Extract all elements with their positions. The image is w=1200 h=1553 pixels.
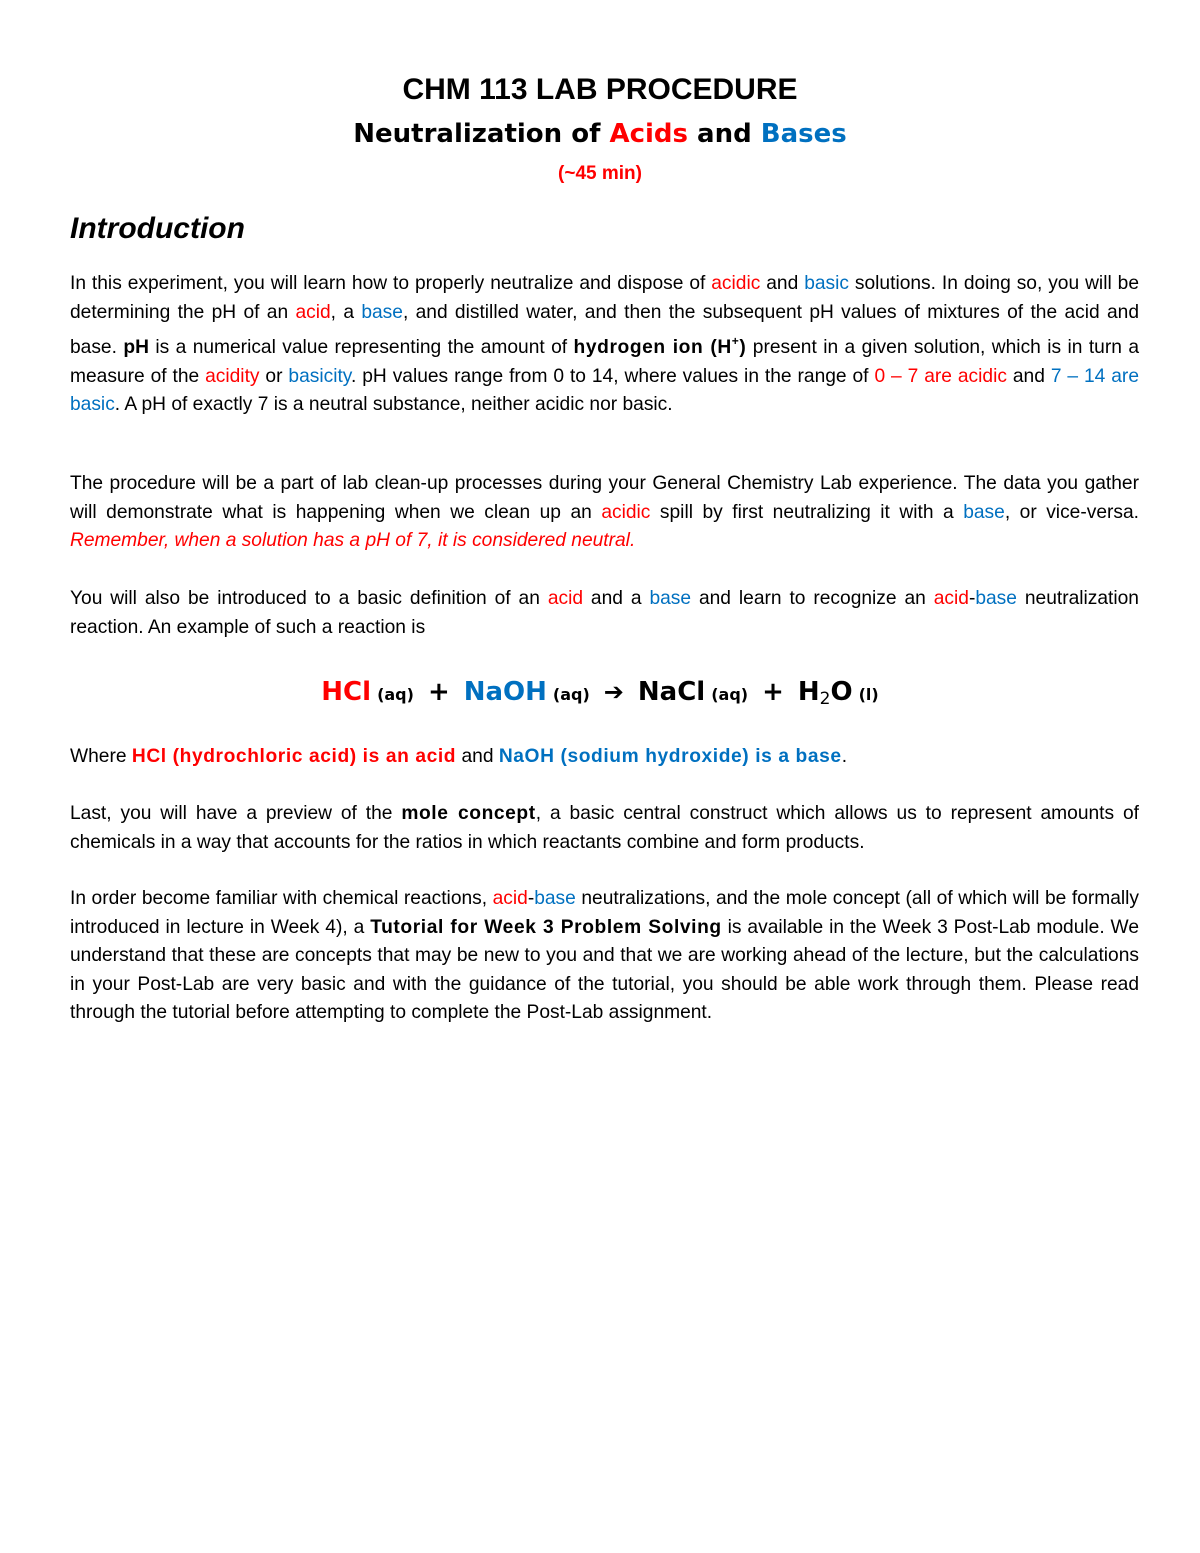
term-base: base	[361, 301, 403, 323]
h2o-subscript: 2	[819, 689, 831, 709]
state-aqueous: (aq)	[377, 685, 414, 704]
text-run: .	[841, 746, 848, 767]
paragraph-where	[70, 743, 1139, 772]
duration-label: (~45 min)	[558, 163, 642, 184]
paragraph-tutorial	[70, 885, 1139, 1028]
text-run: and a	[583, 588, 650, 609]
hcl-definition: HCl (hydrochloric acid) is an acid	[131, 746, 457, 767]
subtitle-part2: and	[688, 119, 761, 149]
term-hydrogen-ion	[573, 334, 747, 359]
reaction-equation	[0, 674, 1200, 717]
formula-h2o	[798, 677, 853, 707]
text-run: The procedure will be a part of lab clean-up processes during your General Chemistry Lab experience. The data you gather will demonstrate what is happening when we clean up an	[70, 473, 1139, 523]
text-run: is a numerical value representing the amount of	[148, 337, 574, 359]
section-heading-introduction: Introduction	[70, 212, 245, 245]
state-aqueous: (aq)	[711, 685, 749, 704]
text-run: , or vice-versa.	[1004, 501, 1139, 523]
subtitle-part1: Neutralization of	[353, 119, 610, 149]
term-base: base	[534, 888, 576, 909]
text-run: and learn to recognize an	[691, 588, 934, 609]
text-run: neutralizations, and the mole concept (all of which will be formally introduced in lecture in Week 4), a	[70, 888, 1139, 938]
term-basic: basic	[804, 273, 849, 294]
reaction-arrow-icon: ➔	[603, 678, 624, 706]
text-run: Last, you will have a preview of the	[70, 803, 402, 824]
term-base: base	[649, 588, 692, 609]
term-mole-concept: mole concept	[401, 803, 536, 824]
remember-note: Remember, when a solution has a pH of 7, it is considered neutral.	[70, 530, 636, 552]
text-run: or	[259, 365, 289, 387]
text-run: spill by first neutralizing it with a	[650, 501, 964, 523]
formula-naoh: NaOH	[463, 677, 547, 707]
text-run: solutions. In doing so, you will be determining the pH of an	[70, 273, 1139, 323]
text-run: and	[760, 273, 805, 294]
term-base: base	[963, 501, 1005, 523]
plus-sign: +	[762, 677, 784, 707]
term-acidity: acidity	[205, 365, 260, 387]
term-acidic: acidic	[601, 501, 651, 523]
text-run: neutralization reaction. An example of such a reaction is	[70, 588, 1139, 638]
state-liquid: (l)	[858, 685, 879, 704]
range-basic: 7 – 14 are basic	[70, 365, 1139, 416]
text-run: is available in the Week 3 Post-Lab module. We understand that these are concepts that may be new to you and that we are working ahead of the lecture, but the calculations in your Post-Lab are very basic and with the guidance of the tutorial, you should be able work through them. Please read through the tutorial before attempting to complete the Post-Lab assignment.	[70, 916, 1139, 1024]
plus-sign: +	[427, 677, 450, 707]
paragraph-procedure	[70, 470, 1139, 556]
text-run: In order become familiar with chemical reactions,	[70, 888, 493, 909]
term-acid: acid	[547, 588, 584, 609]
subtitle-bases: Bases	[760, 119, 847, 149]
naoh-definition: NaOH (sodium hydroxide) is a base	[498, 746, 842, 767]
term-acidic: acidic	[711, 273, 761, 294]
text-run: In this experiment, you will learn how to properly neutralize and dispose of	[70, 273, 712, 294]
paragraph-intro	[70, 270, 1139, 420]
paragraph-definitions	[70, 585, 1139, 642]
text-run: and	[456, 746, 499, 767]
range-acidic: 0 – 7 are acidic	[874, 365, 1007, 387]
formula-hcl: HCl	[321, 677, 372, 707]
text-run: -	[968, 588, 976, 609]
text-run: present in a given solution, which is in turn a measure of the	[70, 337, 1139, 387]
term-base: base	[975, 588, 1017, 609]
h2o-h: H	[797, 677, 820, 707]
document-subtitle	[0, 117, 1200, 151]
term-acid: acid	[492, 888, 528, 909]
text-run: . A pH of exactly 7 is a neutral substance, neither acidic nor basic.	[114, 394, 673, 416]
text-run: -	[527, 888, 535, 909]
state-aqueous: (aq)	[552, 685, 590, 704]
h2o-o: O	[830, 677, 853, 707]
subtitle-acids: Acids	[609, 119, 688, 149]
text-run: . pH values range from 0 to 14, where values in the range of	[350, 365, 875, 387]
formula-nacl: NaCl	[637, 677, 706, 707]
text-run: You will also be introduced to a basic definition of an	[70, 588, 548, 609]
text-run: , and distilled water, and then the subsequent pH values of mixtures of the acid and base.	[70, 301, 1139, 359]
document-title: CHM 113 LAB PROCEDURE	[402, 73, 798, 106]
hydrogen-ion-close: )	[739, 337, 747, 359]
text-run: and	[1006, 365, 1051, 387]
hydrogen-ion-text: hydrogen ion (H	[573, 337, 732, 359]
term-acid: acid	[933, 588, 969, 609]
hydrogen-ion-charge: +	[731, 334, 740, 349]
term-ph: pH	[123, 337, 149, 359]
paragraph-mole-concept	[70, 800, 1139, 857]
text-run: , a	[330, 301, 362, 323]
term-basicity: basicity	[288, 365, 351, 387]
text-run: , a basic central construct which allows us to represent amounts of chemicals in a way that accounts for the ratios in which reactants combine and form products.	[70, 803, 1139, 853]
term-acid: acid	[295, 301, 331, 323]
text-run: Where	[70, 746, 132, 767]
tutorial-reference: Tutorial for Week 3 Problem Solving	[370, 916, 722, 938]
